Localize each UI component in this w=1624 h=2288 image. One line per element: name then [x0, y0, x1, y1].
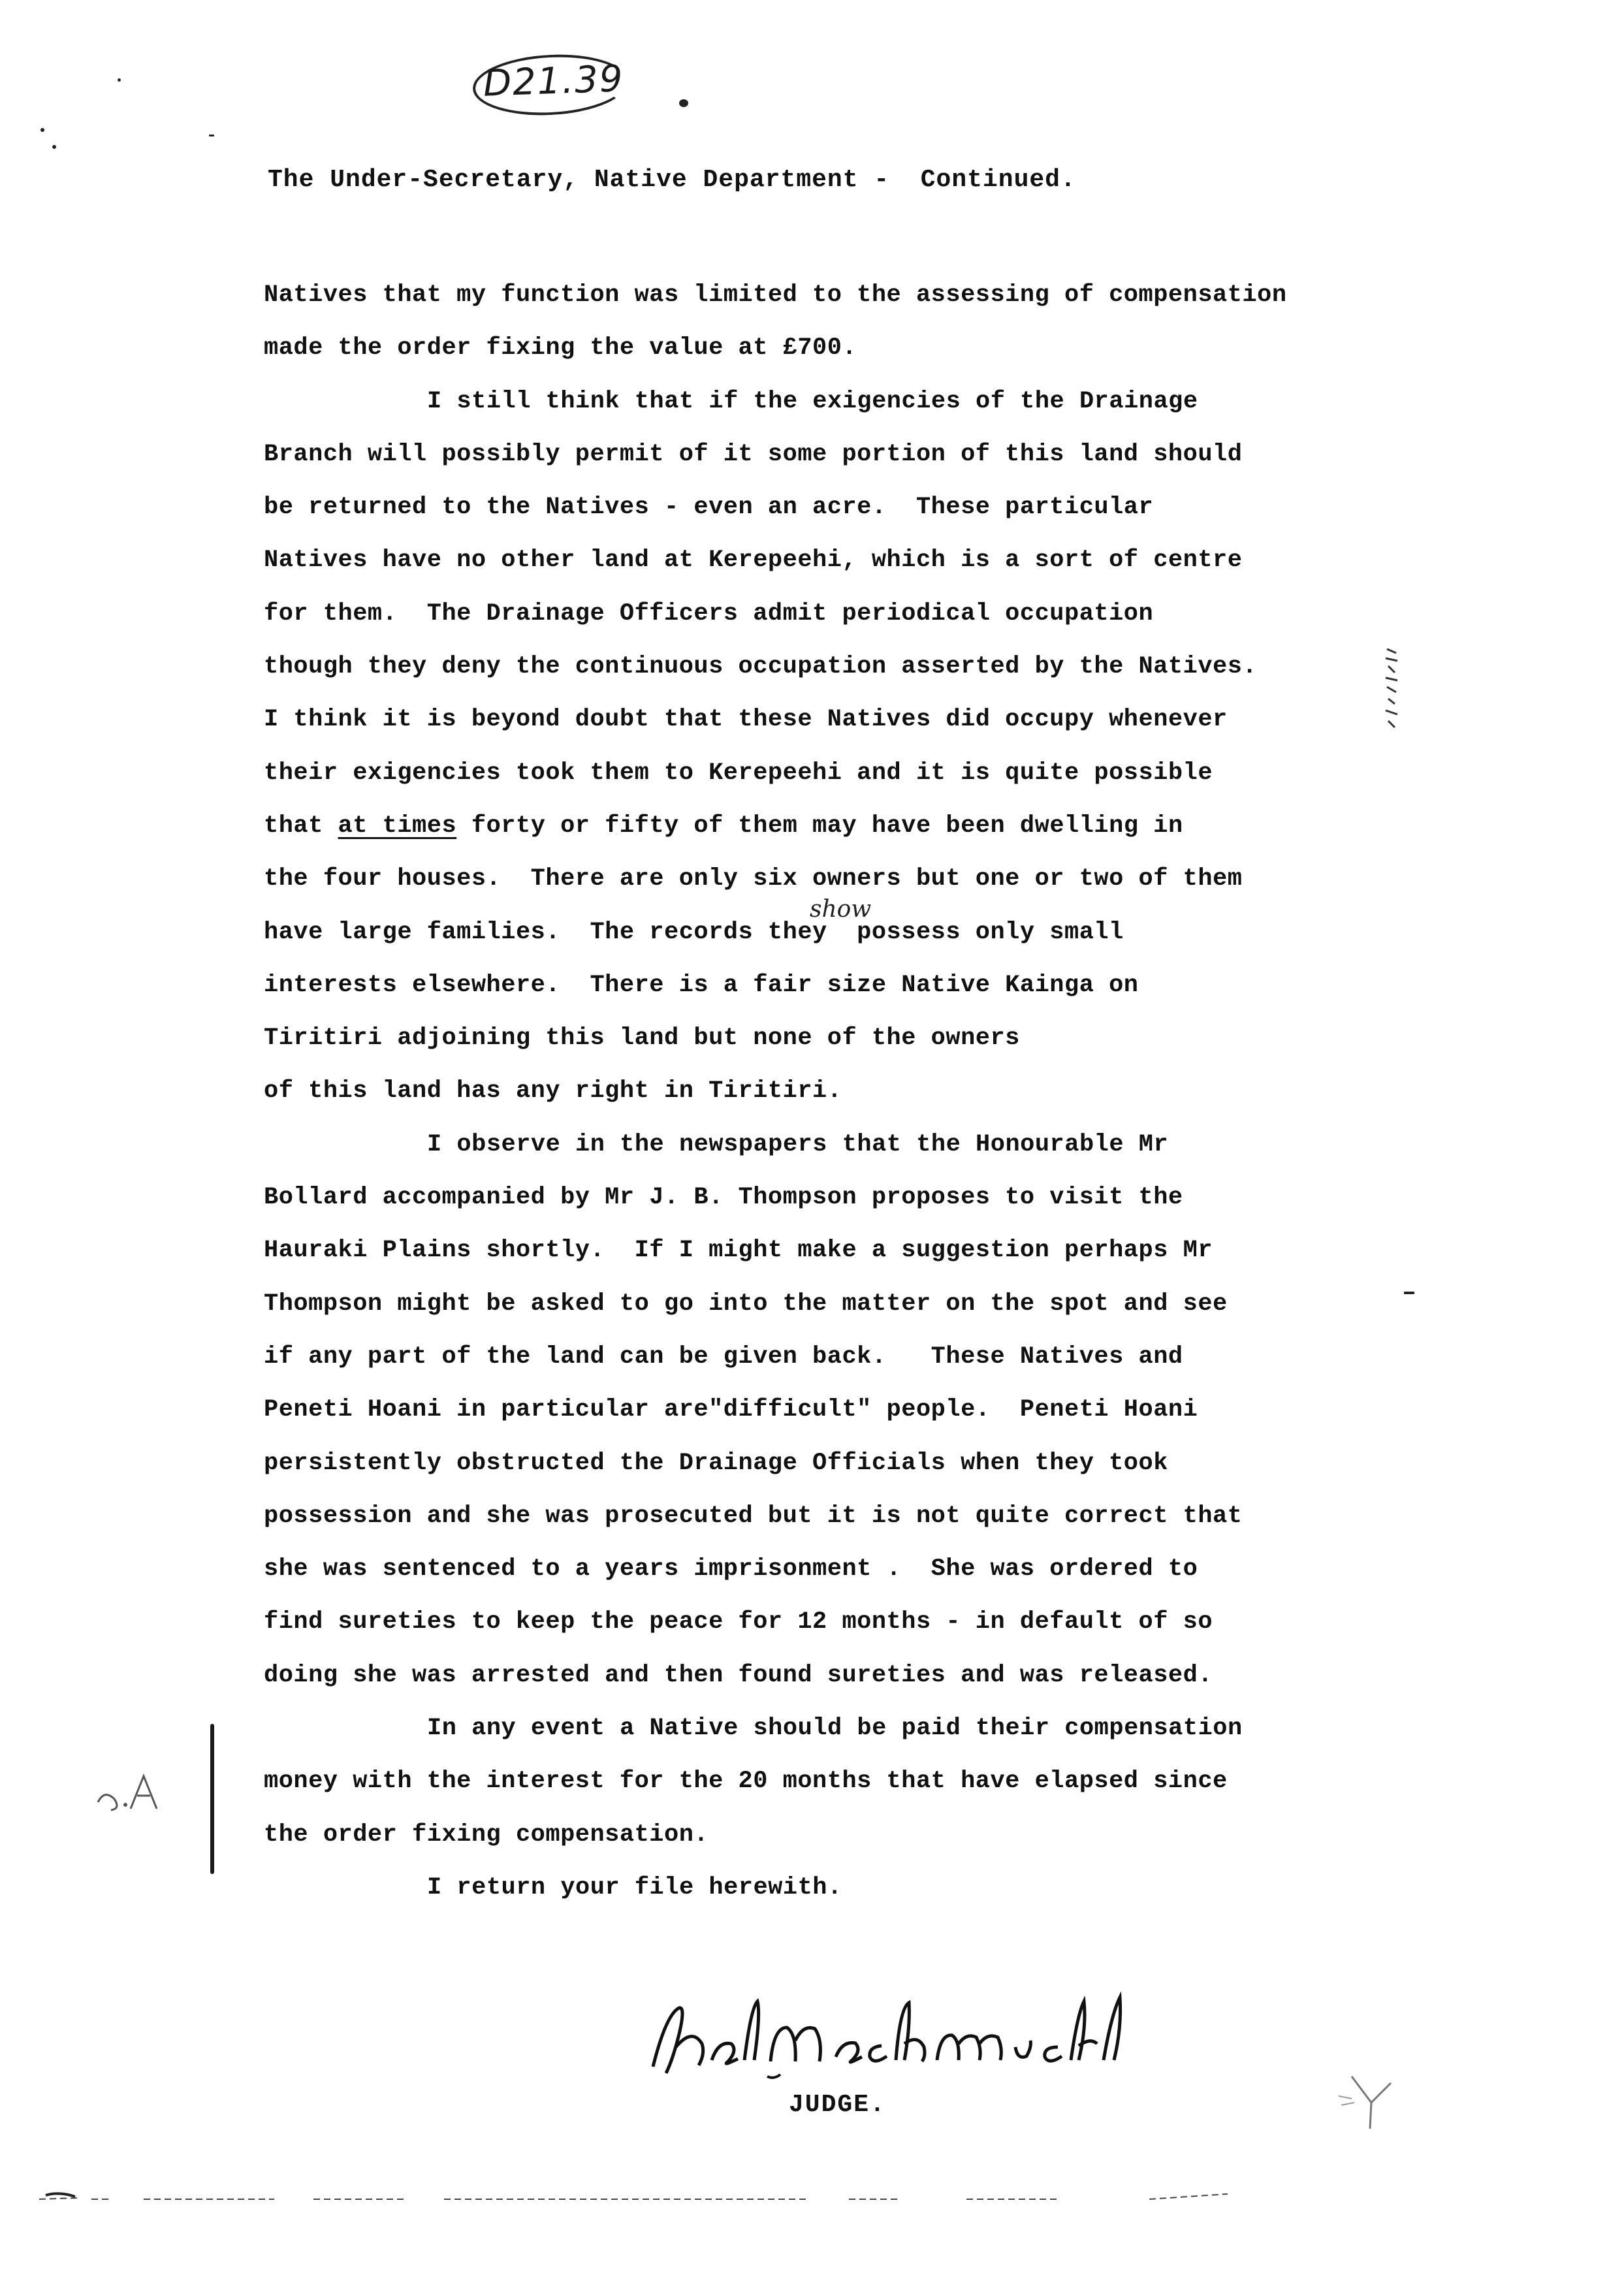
text-line: of this land has any right in Tiritiri.: [264, 1077, 842, 1105]
letter-body: [264, 269, 1413, 1915]
paragraph-5: [264, 1862, 1413, 1915]
text-segment: that: [264, 812, 338, 840]
text-line: money with the interest for the 20 months that have elapsed since: [264, 1768, 1228, 1796]
text-line: she was sentenced to a years imprisonment . She was ordered to: [264, 1555, 1198, 1583]
paragraph-4: [264, 1702, 1413, 1862]
text-line: Peneti Hoani in particular are"difficult" people. Peneti Hoani: [264, 1396, 1198, 1424]
text-line: persistently obstructed the Drainage Officials when they took: [264, 1449, 1168, 1477]
margin-vertical-line: [210, 1724, 214, 1874]
ink-speck: [209, 135, 214, 136]
margin-handwritten-mark: [85, 1763, 176, 1822]
text-line: made the order fixing the value at £700.: [264, 334, 857, 362]
handwritten-signature: [640, 1988, 1136, 2086]
text-line: I return your file herewith.: [427, 1873, 842, 1901]
text-line: I think it is beyond doubt that these Natives did occupy whenever: [264, 706, 1228, 734]
underlined-phrase: at times: [338, 812, 457, 840]
text-line: Hauraki Plains shortly. If I might make a suggestion perhaps Mr: [264, 1237, 1213, 1265]
ink-speck: [52, 145, 56, 149]
text-line: the four houses. There are only six owners but one or two of them: [264, 865, 1243, 893]
text-line: be returned to the Natives - even an acre. These particular: [264, 494, 1154, 522]
margin-stamp-mark: [1382, 646, 1401, 731]
ink-speck: [118, 78, 121, 82]
paragraph-2: [264, 375, 1413, 1119]
text-line: have large families. The records they possess only small: [264, 918, 1124, 946]
text-segment: forty or fifty of them may have been dwelling in: [456, 812, 1183, 840]
bottom-edge-marks: [39, 2191, 1241, 2204]
paragraph-3: [264, 1119, 1413, 1702]
header-line: The Under-Secretary, Native Department - Continued.: [268, 166, 1076, 194]
text-line: Tiritiri adjoining this land but none of the owners: [264, 1025, 1020, 1053]
text-line: Branch will possibly permit of it some portion of this land should: [264, 440, 1243, 468]
text-line: interests elsewhere. There is a fair size Native Kainga on: [264, 971, 1139, 999]
text-line: Natives have no other land at Kerepeehi, which is a sort of centre: [264, 547, 1243, 575]
text-line: I still think that if the exigencies of the Drainage: [427, 387, 1198, 415]
text-line: [264, 800, 1413, 853]
handwritten-annotation-show: show: [810, 896, 872, 923]
text-line: Bollard accompanied by Mr J. B. Thompson proposes to visit the: [264, 1184, 1183, 1212]
text-line: their exigencies took them to Kerepeehi and it is quite possible: [264, 759, 1213, 787]
text-line: if any part of the land can be given back. These Natives and: [264, 1343, 1183, 1371]
text-line: Thompson might be asked to go into the matter on the spot and see: [264, 1290, 1228, 1318]
paragraph-1: [264, 269, 1413, 375]
ink-speck: [679, 99, 688, 107]
text-line: find sureties to keep the peace for 12 months - in default of so: [264, 1608, 1213, 1636]
text-line: the order fixing compensation.: [264, 1820, 709, 1849]
corner-pencil-mark: [1332, 2063, 1410, 2135]
signatory-title: JUDGE.: [789, 2091, 886, 2119]
text-line: In any event a Native should be paid their compensation: [427, 1715, 1243, 1743]
text-line: possession and she was prosecuted but it is not quite correct that: [264, 1502, 1243, 1530]
text-line: though they deny the continuous occupation asserted by the Natives.: [264, 653, 1258, 681]
ink-speck: [40, 128, 44, 132]
text-line: doing she was arrested and then found sureties and was released.: [264, 1661, 1213, 1689]
text-line: for them. The Drainage Officers admit periodical occupation: [264, 599, 1154, 628]
text-line: I observe in the newspapers that the Honourable Mr: [427, 1130, 1169, 1158]
text-line: Natives that my function was limited to the assessing of compensation: [264, 281, 1287, 309]
file-reference: D21.39: [482, 57, 625, 105]
